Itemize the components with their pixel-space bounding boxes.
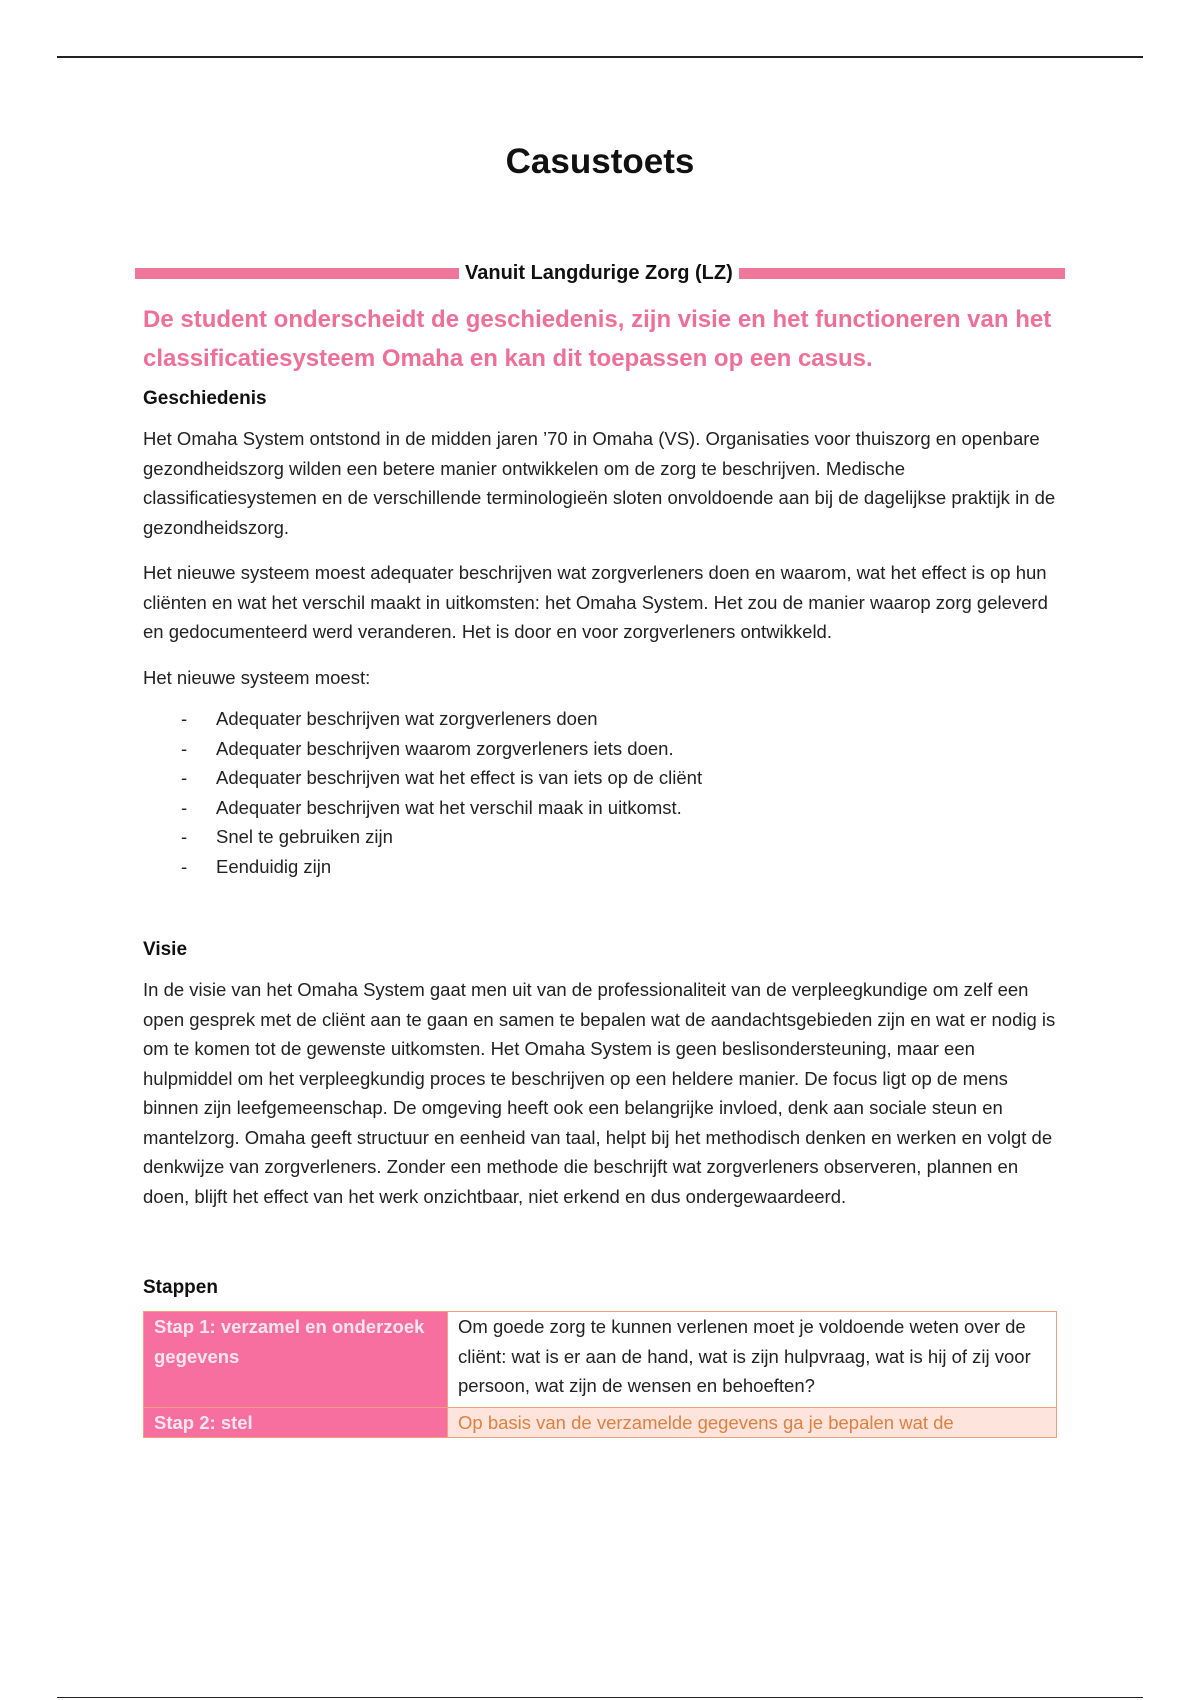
heading-stappen: Stappen: [143, 1277, 218, 1298]
table-row: [144, 1407, 1057, 1438]
banner-bar-left: [135, 268, 459, 279]
table-row: [144, 1312, 1057, 1408]
step-description: Om goede zorg te kunnen verlenen moet je voldoende weten over de cliënt: wat is er aan de hand, wat is zijn hulpvraag, wat is hij of zij voor persoon, wat zijn de wensen en behoeften?: [448, 1312, 1057, 1408]
list-item: - Adequater beschrijven wat zorgverleners doen: [143, 704, 1063, 734]
requirements-list: [143, 704, 1063, 881]
paragraph: Het nieuwe systeem moest:: [143, 666, 371, 688]
top-rule: [57, 56, 1143, 58]
step-description: Op basis van de verzamelde gegevens ga je bepalen wat de: [448, 1407, 1057, 1438]
learning-objective: De student onderscheidt de geschiedenis, zijn visie en het functioneren van het classificatiesysteem Omaha en kan dit toepassen op een casus.: [143, 306, 1052, 372]
banner-bar-right: [739, 268, 1065, 279]
bottom-rule: [57, 1697, 1143, 1698]
list-item: - Adequater beschrijven wat het effect is van iets op de cliënt: [143, 763, 1063, 793]
steps-table: [143, 1311, 1057, 1438]
step-label: Stap 1: verzamel en onderzoek gegevens: [144, 1312, 448, 1408]
paragraph: In de visie van het Omaha System gaat men uit van de professionaliteit van de verpleegkundige om zelf een open gesprek met de cliënt aan te gaan en samen te bepalen wat de aandachtsgebieden zijn en wat er nodig is om te komen tot de gewenste uitkomsten. Het Omaha System is geen beslisondersteuning, maar een hulpmiddel om het verpleegkundig proces te beschrijven op een heldere manier. De focus ligt op de mens binnen zijn leefgemeenschap. De omgeving heeft ook een belangrijke invloed, denk aan sociale steun en mantelzorg. Omaha geeft structuur en eenheid van taal, helpt bij het methodisch denken en werken en volgt de denkwijze van zorgverleners. Zonder een methode die beschrijft wat zorgverleners observeren, plannen en doen, blijft het effect van het werk onzichtbaar, niet erkend en dus ondergewaardeerd.: [143, 979, 1056, 1207]
heading-visie: Visie: [143, 939, 188, 960]
banner-label: Vanuit Langdurige Zorg (LZ): [465, 261, 733, 284]
paragraph: Het Omaha System ontstond in de midden jaren ’70 in Omaha (VS). Organisaties voor thuiszorg en openbare gezondheidszorg wilden een betere manier ontwikkelen om de zorg te beschrijven. Medische classificatiesystemen en de verschillende terminologieën sloten onvoldoende aan bij de dagelijkse praktijk in de gezondheidszorg.: [143, 428, 1056, 538]
list-item: - Adequater beschrijven wat het verschil maak in uitkomst.: [143, 793, 1063, 823]
list-item: - Snel te gebruiken zijn: [143, 822, 1063, 852]
list-item: - Eenduidig zijn: [143, 852, 1063, 882]
heading-geschiedenis: Geschiedenis: [143, 388, 267, 409]
document-title: Casustoets: [505, 142, 695, 181]
step-label: Stap 2: stel: [144, 1407, 448, 1438]
document-body: [143, 300, 1063, 1438]
paragraph: Het nieuwe systeem moest adequater beschrijven wat zorgverleners doen en waarom, wat het effect is op hun cliënten en wat het verschil maakt in uitkomsten: het Omaha System. Het zou de manier waarop zorg geleverd en gedocumenteerd werd veranderen. Het is door en voor zorgverleners ontwikkeld.: [143, 562, 1048, 642]
section-banner: [135, 258, 1065, 288]
list-item: - Adequater beschrijven waarom zorgverleners iets doen.: [143, 734, 1063, 764]
